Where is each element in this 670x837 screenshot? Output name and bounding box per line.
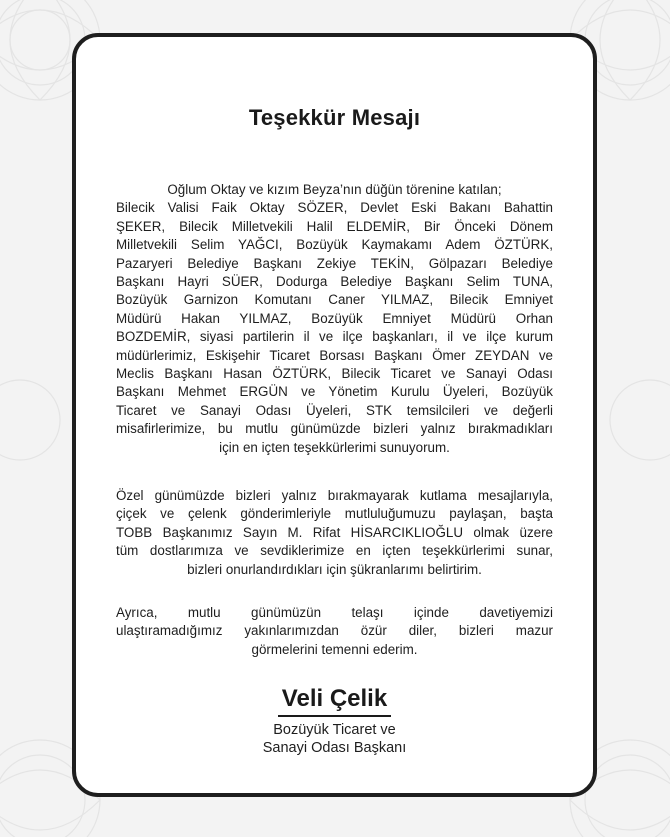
paragraph-line: Oğlum Oktay ve kızım Beyza’nın düğün törenine katılan; bbox=[167, 182, 502, 197]
paragraph-line: Ticaret ve Sanayi Odası Üyeleri, STK temsilcileri ve değerli bbox=[116, 402, 553, 418]
paragraph-line: çiçek ve çelenk gönderimleriyle mutluluğumuzu paylaşan, başta bbox=[116, 506, 553, 522]
signature-title-line-2: Sanayi Odası Başkanı bbox=[262, 740, 407, 756]
paragraph-line: Başkanı Hayri SÜER, Dodurga Belediye Başkanı Selim TUNA, bbox=[116, 274, 553, 290]
message-card bbox=[72, 33, 597, 797]
paragraph-thanks-guests bbox=[116, 181, 553, 457]
paragraph-line: misafirlerimize, bu mutlu günümüzde bizleri yalnız bırakmadıkları bbox=[116, 421, 553, 437]
paragraph-line: ulaştıramadığımız yakınlarımızdan özür diler, bizleri mazur bbox=[116, 623, 553, 639]
paragraph-line: Müdürü Hakan YILMAZ, Bozüyük Emniyet Müdürü Orhan bbox=[116, 310, 553, 326]
paragraph-apology bbox=[116, 604, 553, 659]
paragraph-line: Pazaryeri Belediye Başkanı Zekiye TEKİN, Gölpazarı Belediye bbox=[116, 255, 553, 271]
paragraph-line: Meclis Başkanı Hasan ÖZTÜRK, Bilecik Ticaret ve Sanayi Odası bbox=[116, 366, 553, 382]
paragraph-line: bizleri onurlandırdıkları için şükranlarımı belirtirim. bbox=[187, 561, 482, 577]
paragraph-line: Ayrıca, mutlu günümüzün telaşı içinde davetiyemizi bbox=[116, 605, 553, 620]
paragraph-line: BOZDEMİR, siyasi partilerin il ve ilçe başkanları, il ve ilçe kurum bbox=[116, 329, 553, 345]
page-title: Teşekkür Mesajı bbox=[248, 105, 421, 130]
paragraph-line: Bilecik Valisi Faik Oktay SÖZER, Devlet Eski Bakanı Bahattin bbox=[116, 200, 553, 216]
paragraph-line: ŞEKER, Bilecik Milletvekili Halil ELDEMİR, Bir Önceki Dönem bbox=[116, 218, 553, 234]
paragraph-line: görmelerini temenni ederim. bbox=[251, 641, 418, 657]
signature-title-line-1: Bozüyük Ticaret ve bbox=[273, 722, 396, 738]
paragraph-line: Bozüyük Garnizon Komutanı Caner YILMAZ, Bilecik Emniyet bbox=[116, 292, 553, 308]
paragraph-line: müdürlerimiz, Eskişehir Ticaret Borsası Başkanı Ömer ZEYDAN ve bbox=[116, 347, 553, 363]
paragraph-line: Milletvekili Selim YAĞCI, Bozüyük Kaymakamı Adem ÖZTÜRK, bbox=[116, 237, 553, 253]
paragraph-line: TOBB Başkanımız Sayın M. Rifat HİSARCIKLIOĞLU olmak üzere bbox=[116, 524, 553, 540]
paragraph-line: Özel günümüzde bizleri yalnız bırakmayarak kutlama mesajlarıyla, bbox=[116, 488, 553, 503]
paragraph-thanks-messages bbox=[116, 487, 553, 579]
signature-block bbox=[76, 685, 593, 757]
paragraph-line: için en içten teşekkürlerimi sunuyorum. bbox=[219, 439, 450, 455]
paragraph-line: tüm dostlarımıza ve sevdiklerimize en içten teşekkürlerimi sunar, bbox=[116, 543, 553, 559]
signature-name: Veli Çelik bbox=[278, 685, 391, 717]
paragraph-line: Başkanı Mehmet ERGÜN ve Yönetim Kurulu Üyeleri, Bozüyük bbox=[116, 384, 553, 400]
